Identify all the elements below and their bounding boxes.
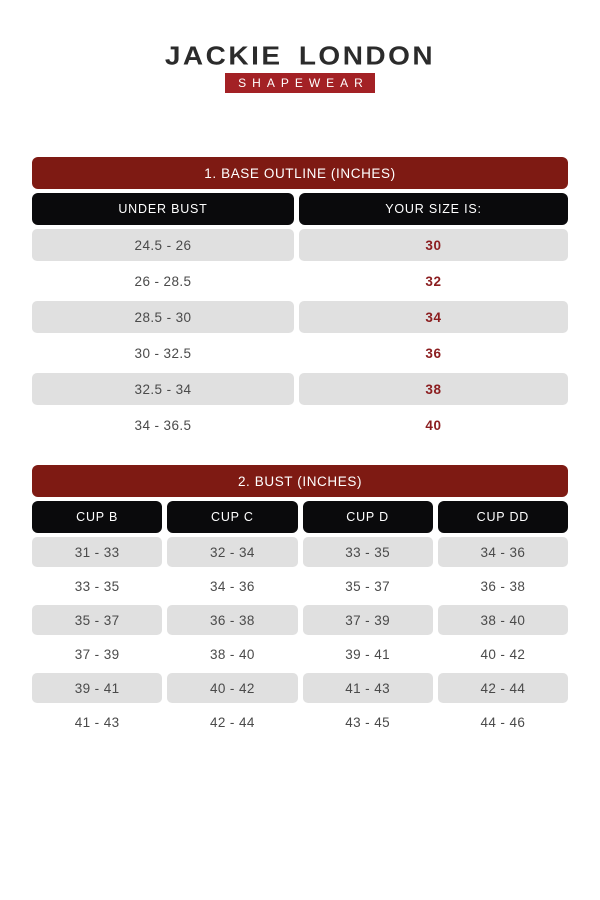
size-chart	[32, 157, 568, 737]
bust-range: 43 - 45	[345, 714, 391, 730]
bust-range: 42 - 44	[209, 714, 255, 730]
column-header-cup-dd: CUP DD	[438, 501, 568, 533]
base-outline-table	[32, 157, 568, 441]
bust-range: 36 - 38	[480, 578, 526, 594]
bust-range: 40 - 42	[167, 673, 297, 703]
bust-range: 37 - 39	[303, 605, 433, 635]
table-row	[32, 229, 568, 261]
column-header-cup-d: CUP D	[303, 501, 433, 533]
bust-range: 34 - 36	[209, 578, 255, 594]
bust-range: 41 - 43	[303, 673, 433, 703]
table-row	[32, 409, 568, 441]
bust-table	[32, 465, 568, 737]
table-row	[32, 605, 568, 635]
under-bust-range: 28.5 - 30	[32, 301, 294, 333]
bust-range: 41 - 43	[74, 714, 120, 730]
bust-header-row	[32, 501, 568, 533]
size-value: 34	[299, 301, 568, 333]
column-header-your-size: YOUR SIZE IS:	[299, 193, 568, 225]
table-row	[32, 571, 568, 601]
size-value: 38	[299, 373, 568, 405]
under-bust-range: 32.5 - 34	[32, 373, 294, 405]
table-row	[32, 265, 568, 297]
table-row	[32, 639, 568, 669]
brand-name-text: JACKIE LONDON	[164, 41, 436, 70]
table-row	[32, 707, 568, 737]
column-header-under-bust: UNDER BUST	[32, 193, 294, 225]
base-outline-title: 1. BASE OUTLINE (INCHES)	[32, 157, 568, 189]
size-value: 30	[299, 229, 568, 261]
bust-range: 38 - 40	[438, 605, 568, 635]
size-value: 36	[425, 345, 442, 361]
table-row	[32, 673, 568, 703]
bust-range: 32 - 34	[167, 537, 297, 567]
bust-range: 36 - 38	[167, 605, 297, 635]
bust-range: 31 - 33	[32, 537, 162, 567]
brand-sub-badge: SHAPEWEAR	[225, 73, 375, 93]
bust-range: 34 - 36	[438, 537, 568, 567]
table-row	[32, 301, 568, 333]
bust-range: 37 - 39	[74, 646, 120, 662]
under-bust-range: 24.5 - 26	[32, 229, 294, 261]
size-value: 40	[425, 417, 442, 433]
bust-range: 35 - 37	[32, 605, 162, 635]
bust-range: 35 - 37	[345, 578, 391, 594]
column-header-cup-c: CUP C	[167, 501, 297, 533]
bust-range: 33 - 35	[74, 578, 120, 594]
brand-logo	[0, 0, 600, 93]
under-bust-range: 34 - 36.5	[134, 417, 192, 433]
column-header-cup-b: CUP B	[32, 501, 162, 533]
base-outline-header-row	[32, 193, 568, 225]
bust-range: 39 - 41	[345, 646, 391, 662]
bust-range: 42 - 44	[438, 673, 568, 703]
table-row	[32, 537, 568, 567]
bust-title: 2. BUST (INCHES)	[32, 465, 568, 497]
bust-range: 40 - 42	[480, 646, 526, 662]
table-row	[32, 373, 568, 405]
under-bust-range: 26 - 28.5	[134, 273, 192, 289]
under-bust-range: 30 - 32.5	[134, 345, 192, 361]
bust-range: 44 - 46	[480, 714, 526, 730]
size-value: 32	[425, 273, 442, 289]
bust-range: 39 - 41	[32, 673, 162, 703]
bust-range: 33 - 35	[303, 537, 433, 567]
table-row	[32, 337, 568, 369]
bust-range: 38 - 40	[209, 646, 255, 662]
